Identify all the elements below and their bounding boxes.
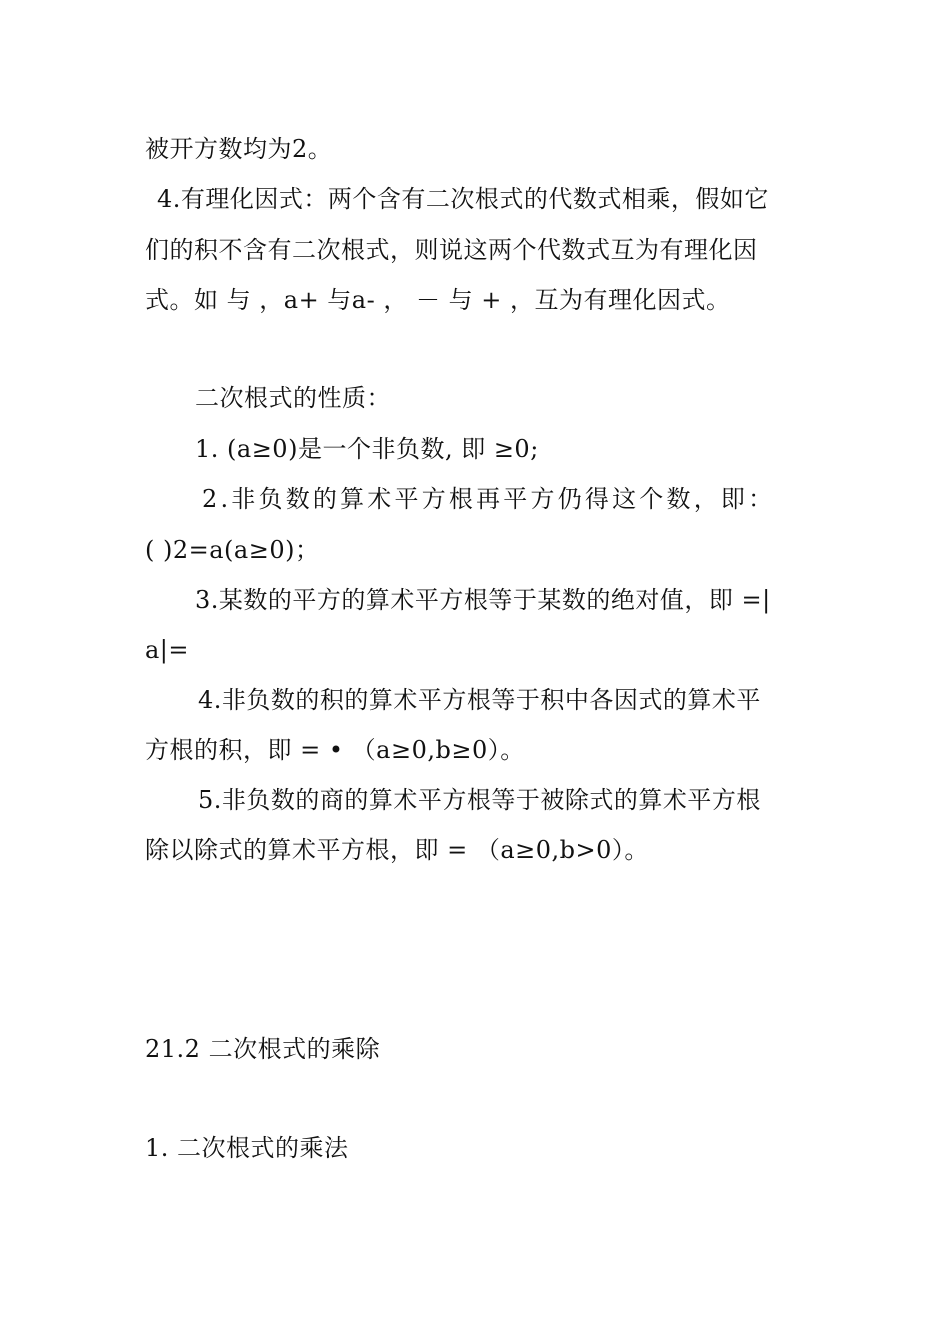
section-heading-multiplication-division: 21.2 二次根式的乘除 xyxy=(145,1035,381,1063)
text-line-rationalizing-factor-3: 式。如 与 ，a+ 与a- ， － 与 + ，互为有理化因式。 xyxy=(145,286,731,314)
property-2-line-2: ( )2=a(a≥0)； xyxy=(145,536,320,564)
property-4-line-2: 方根的积，即 = • （a≥0,b≥0）。 xyxy=(145,736,525,764)
property-2-line-1: 2.非负数的算术平方根再平方仍得这个数，即： xyxy=(202,485,776,513)
property-4-line-1: 4.非负数的积的算术平方根等于积中各因式的算术平 xyxy=(198,686,761,714)
text-line-rationalizing-factor-1: 4.有理化因式：两个含有二次根式的代数式相乘，假如它 xyxy=(157,185,769,213)
property-5-line-1: 5.非负数的商的算术平方根等于被除式的算术平方根 xyxy=(198,786,761,814)
section-heading-properties: 二次根式的性质： xyxy=(195,384,391,412)
subsection-heading-multiplication: 1. 二次根式的乘法 xyxy=(145,1134,349,1162)
property-3-line-2: a|= xyxy=(145,636,190,664)
property-1: 1. (a≥0)是一个非负数, 即 ≥0; xyxy=(195,435,539,463)
property-3-line-1: 3.某数的平方的算术平方根等于某数的绝对值，即 =| xyxy=(195,586,771,614)
text-line-rationalizing-factor-2: 们的积不含有二次根式，则说这两个代数式互为有理化因 xyxy=(145,236,758,264)
text-line-radicand: 被开方数均为2。 xyxy=(145,135,333,163)
property-5-line-2: 除以除式的算术平方根，即 = （a≥0,b>0）。 xyxy=(145,836,649,864)
